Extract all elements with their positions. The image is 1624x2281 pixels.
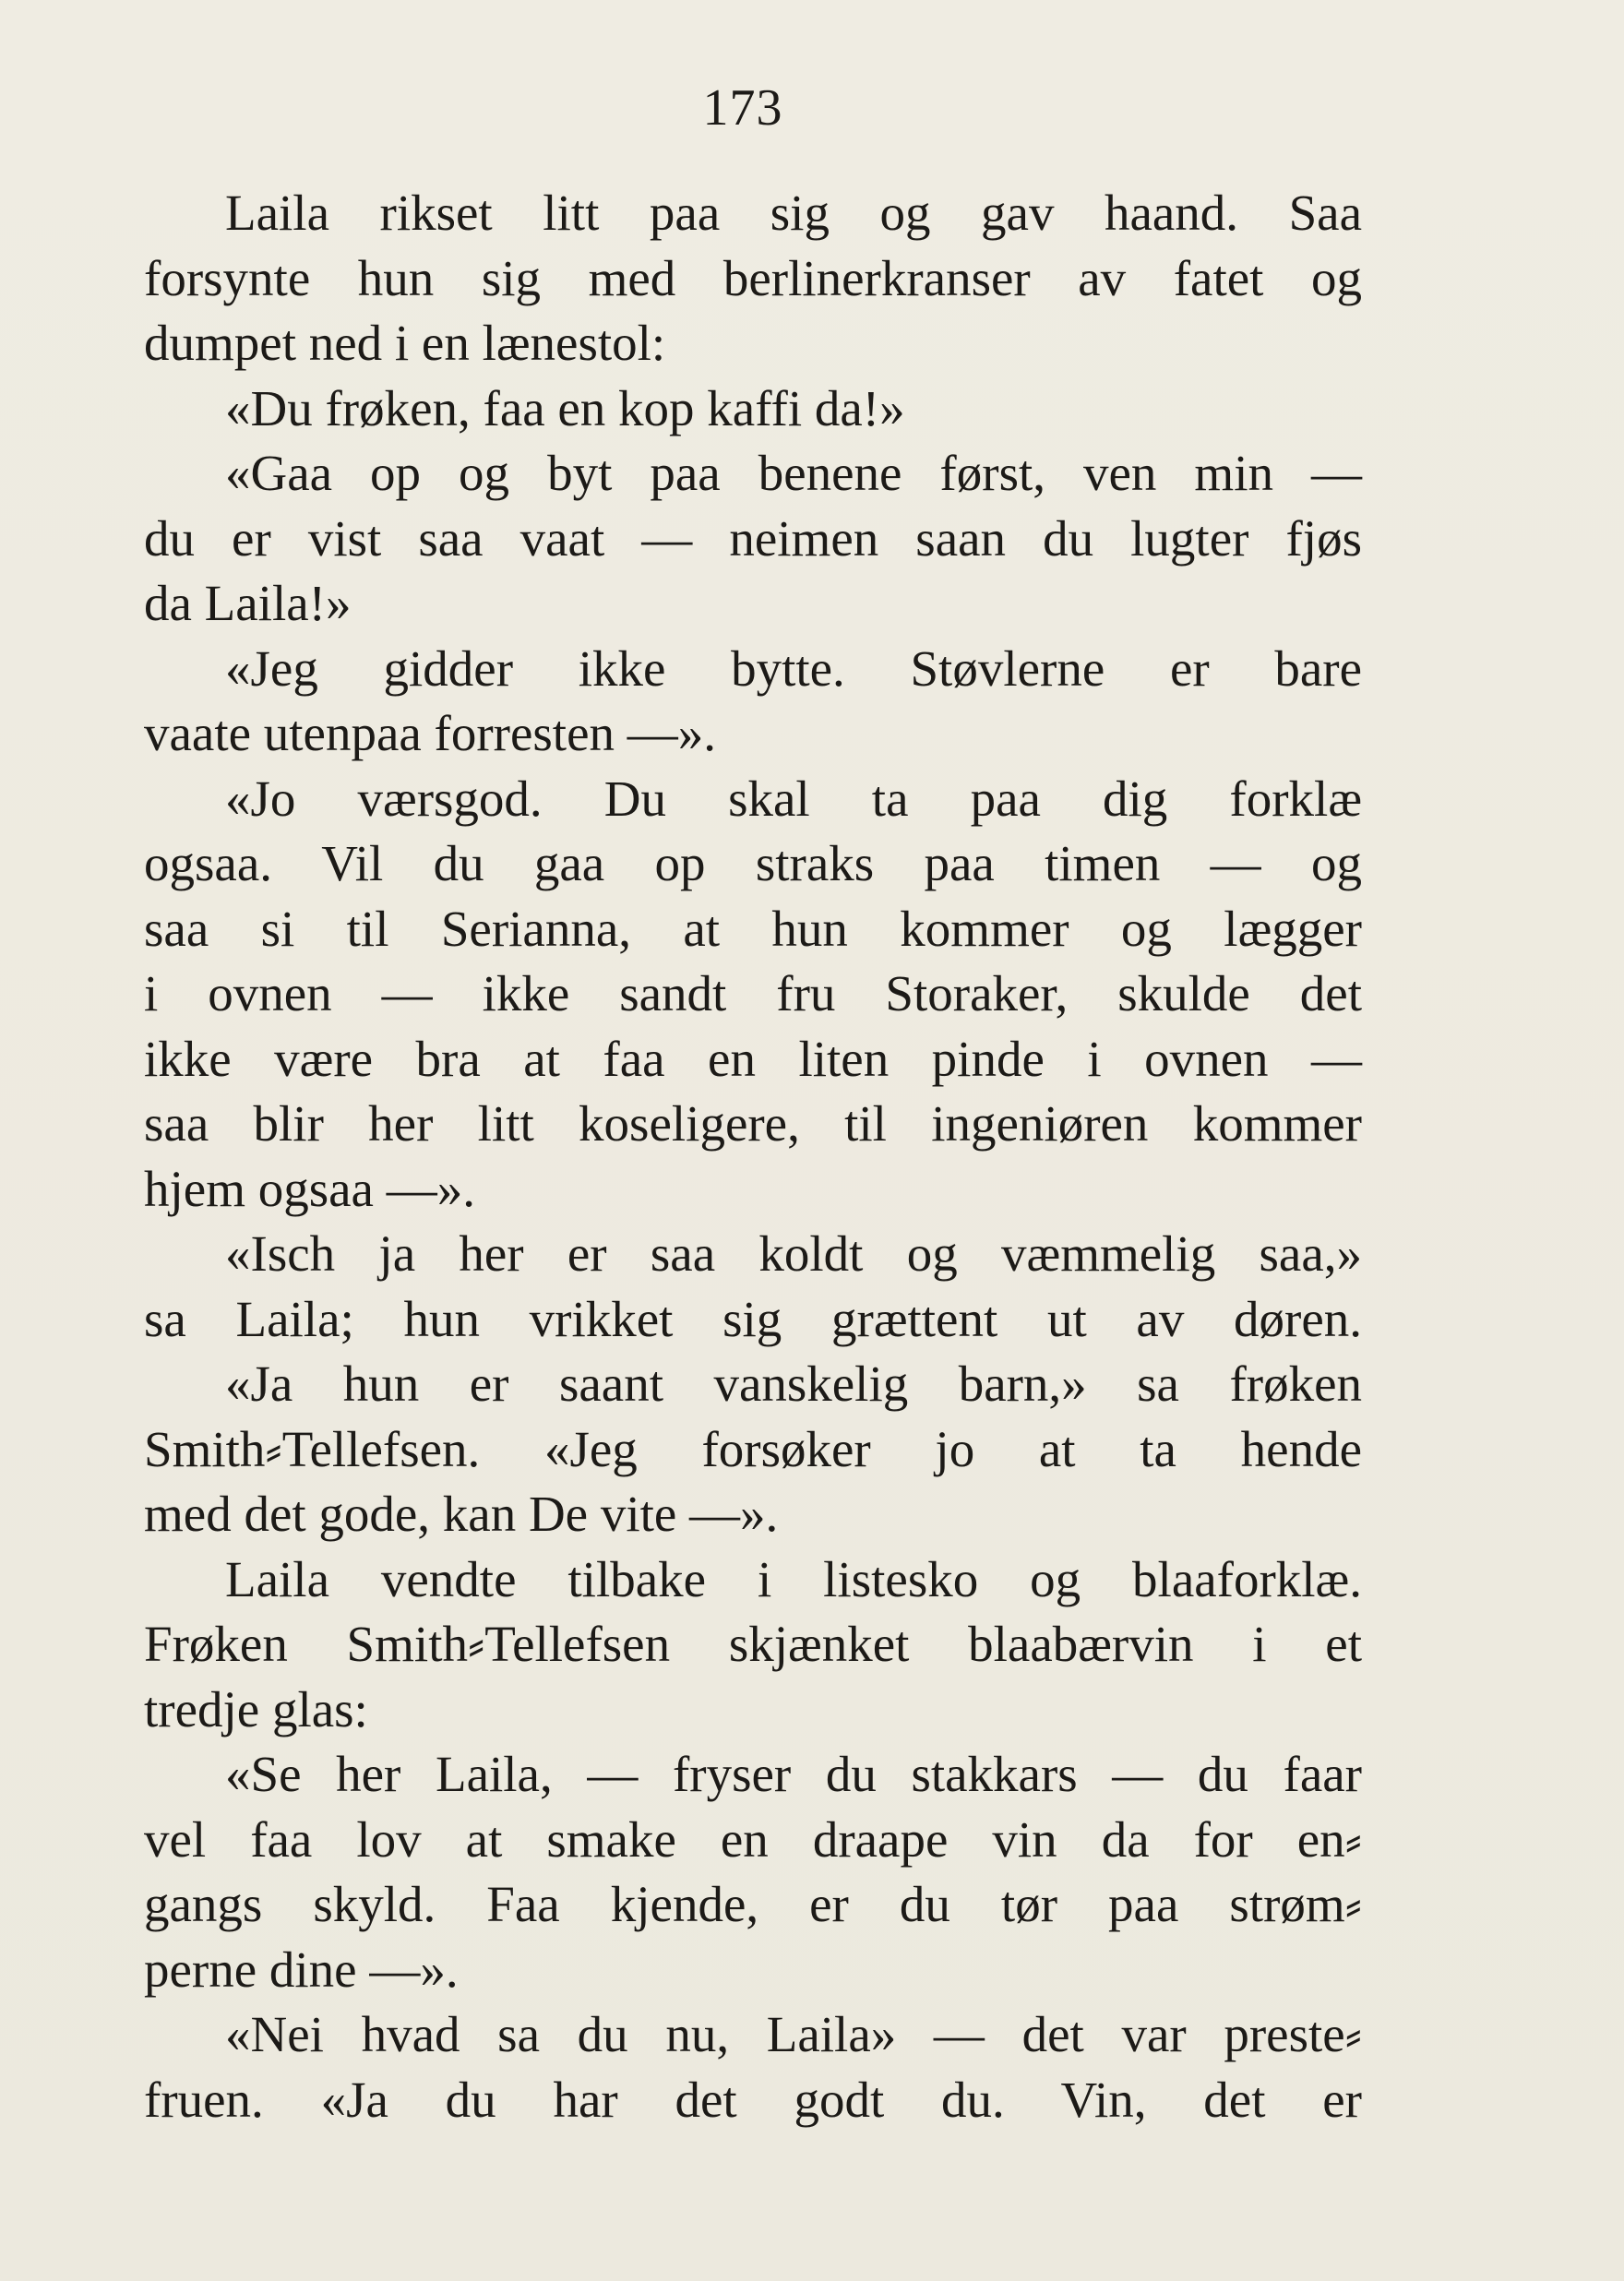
text-line: vel faa lov at smake en draape vin da for en⸗ xyxy=(144,1810,1362,1868)
text-line: forsynte hun sig med berlinerkranser av fatet og xyxy=(144,249,1362,306)
text-line: «Isch ja her er saa koldt og væmmelig saa,» xyxy=(225,1225,1362,1282)
text-line: ogsaa. Vil du gaa op straks paa timen — og xyxy=(144,835,1362,891)
text-line: «Se her Laila, — fryser du stakkars — du faar xyxy=(225,1746,1362,1802)
text-line: sa Laila; hun vrikket sig grættent ut av døren. xyxy=(144,1290,1362,1347)
text-line: «Ja hun er saant vanskelig barn,» sa frøken xyxy=(225,1355,1362,1412)
text-line: «Jo værsgod. Du skal ta paa dig forklæ xyxy=(225,770,1362,827)
text-line: saa si til Serianna, at hun kommer og lægger xyxy=(144,900,1362,957)
text-line: dumpet ned i en lænestol: xyxy=(144,315,666,371)
text-line: vaate utenpaa forresten —». xyxy=(144,705,716,761)
text-line: da Laila!» xyxy=(144,575,352,631)
text-line: hjem ogsaa —». xyxy=(144,1160,475,1217)
text-line: du er vist saa vaat — neimen saan du lugter fjøs xyxy=(144,509,1362,567)
text-line: Laila vendte tilbake i listesko og blaaforklæ. xyxy=(225,1550,1362,1607)
body-text xyxy=(144,181,1362,2132)
text-line: «Jeg gidder ikke bytte. Støvlerne er bare xyxy=(225,639,1362,697)
text-line: med det gode, kan De vite —». xyxy=(144,1486,779,1542)
text-line: fruen. «Ja du har det godt du. Vin, det er xyxy=(144,2071,1362,2128)
text-line: «Du frøken, faa en kop kaffi da!» xyxy=(225,379,905,436)
text-line: Smith⸗Tellefsen. «Jeg forsøker jo at ta hende xyxy=(144,1420,1362,1477)
page-number: 173 xyxy=(702,79,783,137)
text-line: gangs skyld. Faa kjende, er du tør paa strøm⸗ xyxy=(144,1876,1362,1932)
text-line: ikke være bra at faa en liten pinde i ovnen — xyxy=(144,1030,1362,1087)
text-line: tredje glas: xyxy=(144,1680,368,1738)
text-line: «Gaa op og byt paa benene først, ven min — xyxy=(225,445,1362,501)
text-line: i ovnen — ikke sandt fru Storaker, skulde det xyxy=(144,965,1362,1021)
text-line: «Nei hvad sa du nu, Laila» — det var preste⸗ xyxy=(225,2006,1362,2062)
text-line: saa blir her litt koseligere, til ingeniøren kommer xyxy=(144,1095,1362,1152)
text-line: perne dine —». xyxy=(144,1941,459,1998)
text-line: Frøken Smith⸗Tellefsen skjænket blaabærvin i et xyxy=(144,1616,1362,1672)
text-line: Laila rikset litt paa sig og gav haand. Saa xyxy=(225,185,1362,241)
